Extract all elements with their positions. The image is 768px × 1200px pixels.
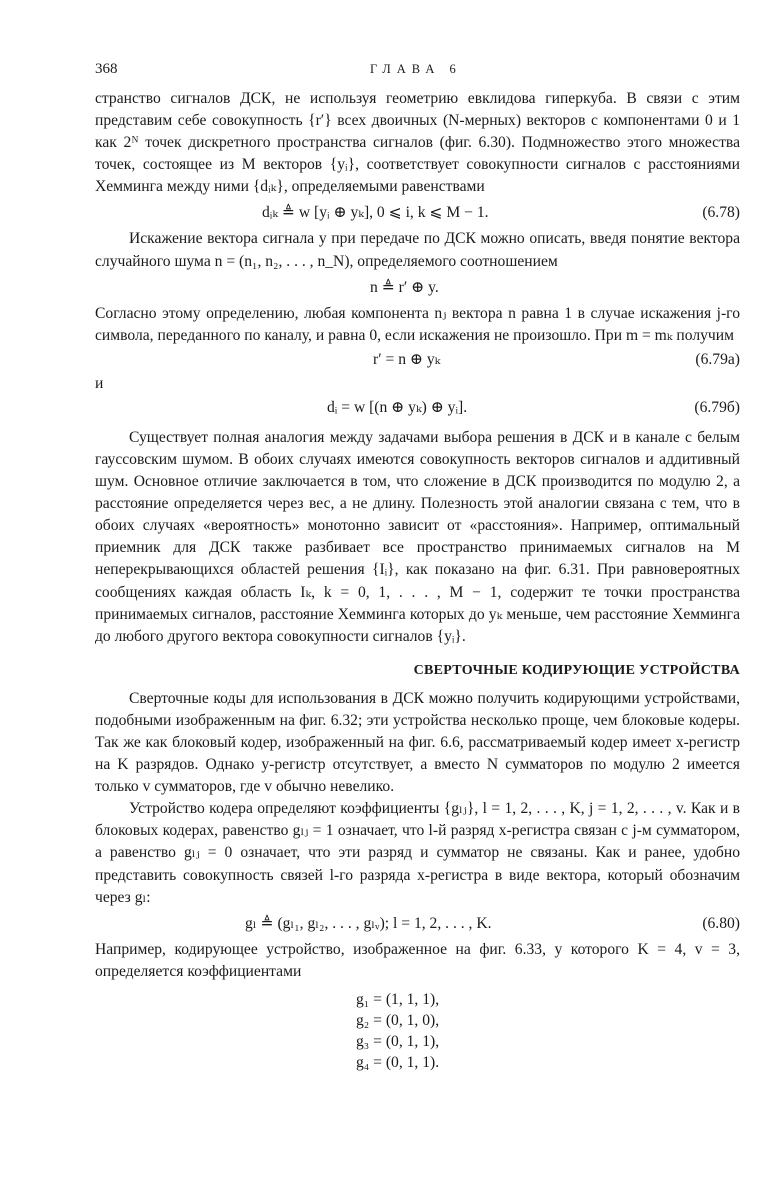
- equation-body: dᵢ = w [(n ⊕ yₖ) ⊕ yᵢ].: [327, 398, 468, 416]
- paragraph-7: Например, кодирующее устройство, изображенное на фиг. 6.33, у которого K = 4, v = 3, определяется коэффициентами: [95, 940, 740, 980]
- paragraph-1: странство сигналов ДСК, не используя геометрию евклидова гиперкуба. В связи с этим представим себе совокупность {r′} всех двоичных (N-мерных) векторов с компонентами 0 и 1 как 2ᴺ точек дискретного пространства сигналов (фиг. 6.30). Подмножество этого множества точек, состоящее из M векторов {yᵢ}, соответствует совокупности сигналов с расстояниями Хемминга между ними {dᵢₖ}, определяемыми равенствами: [95, 90, 740, 196]
- paragraph-6: Устройство кодера определяют коэффициенты {gₗⱼ}, l = 1, 2, . . . , K, j = 1, 2, . . . , v. Как и в блоковых кодерах, равенство gₗⱼ = 1 означает, что l-й разряд x-регистра связан с j-м сумматором, а равенство gₗⱼ = 0 означает, что эти разряд и сумматор не связаны. Как и ранее, удобно представить совокупность связей l-го разряда x-регистра в виде вектора, который обозначим через gₗ:: [95, 800, 740, 906]
- paragraph-3: Согласно этому определению, любая компонента nⱼ вектора n равна 1 в случае искажения j-го символа, переданного по каналу, и равна 0, если искажения не произошло. При m = mₖ получим: [95, 304, 740, 344]
- paragraph-5: Сверточные коды для использования в ДСК можно получить кодирующими устройствами, подобными изображенным на фиг. 6.32; эти устройства несколько проще, чем блоковые кодеры. Так же как блоковый кодер, изображенный на фиг. 6.6, рассматриваемый кодер имеет x-регистр на K разрядов. Однако y-регистр отсутствует, а вместо N сумматоров по модулю 2 имеется только v сумматоров, где v обычно невелико.: [95, 689, 740, 796]
- equation-number: (6.79а): [695, 350, 740, 368]
- equation-body: n ≜ r′ ⊕ y.: [370, 278, 439, 296]
- equation-number: (6.78): [702, 204, 740, 222]
- equation-number: (6.79б): [694, 398, 740, 416]
- vector-g3: g₃ = (0, 1, 1),: [356, 1032, 440, 1050]
- paragraph-4: Существует полная аналогия между задачами выбора решения в ДСК и в канале с белым гауссовским шумом. В обоих случаях имеются совокупность векторов сигналов и аддитивный шум. Основное отличие заключается в том, что сложение в ДСК производится по модулю 2, а расстояние определяется через вес, а не длину. Полезность этой аналогии связана с тем, что в обоих случаях «вероятность» монотонно зависит от «расстояния». Например, оптимальный приемник для ДСК также разбивает все пространство принимаемых сигналов на M неперекрывающихся областей решения {Iᵢ}, как показано на фиг. 6.31. При равновероятных сообщениях каждая область Iₖ, k = 0, 1, . . . , M − 1, содержит те точки пространства принимаемых сигналов, расстояние Хемминга которых до yₖ меньше, чем расстояние Хемминга до любого другого вектора совокупности сигналов {yᵢ}.: [95, 428, 740, 645]
- equation-body: r′ = n ⊕ yₖ: [373, 350, 441, 368]
- equation-number: (6.80): [702, 914, 740, 932]
- paragraph-2: Искажение вектора сигнала y при передаче по ДСК можно описать, введя понятие вектора случайного шума n = (n₁, n₂, . . . , n_N), определяемого соотношением: [95, 230, 740, 270]
- equation-6-79a: [95, 347, 740, 373]
- section-heading: СВЕРТОЧНЫЕ КОДИРУЮЩИЕ УСТРОЙСТВА: [413, 662, 740, 678]
- equation-body: gₗ ≜ (gₗ₁, gₗ₂, . . . , gₗᵥ); l = 1, 2, . . . , K.: [245, 914, 492, 932]
- coefficient-vectors: [356, 989, 740, 1073]
- conjunction: и: [95, 374, 104, 392]
- vector-g4: g₄ = (0, 1, 1).: [356, 1053, 440, 1071]
- vector-g2: g₂ = (0, 1, 0),: [356, 1011, 440, 1029]
- equation-6-78: [95, 198, 740, 228]
- equation-noise: [95, 273, 740, 303]
- equation-6-79b: [95, 395, 740, 421]
- page-number: 368: [95, 61, 118, 77]
- running-head: [95, 58, 740, 80]
- equation-body: dᵢₖ ≜ w [yᵢ ⊕ yₖ], 0 ⩽ i, k ⩽ M − 1.: [262, 204, 489, 222]
- equation-6-80: [95, 909, 740, 939]
- vector-g1: g₁ = (1, 1, 1),: [356, 990, 440, 1008]
- chapter-title: ГЛАВА 6: [370, 62, 462, 76]
